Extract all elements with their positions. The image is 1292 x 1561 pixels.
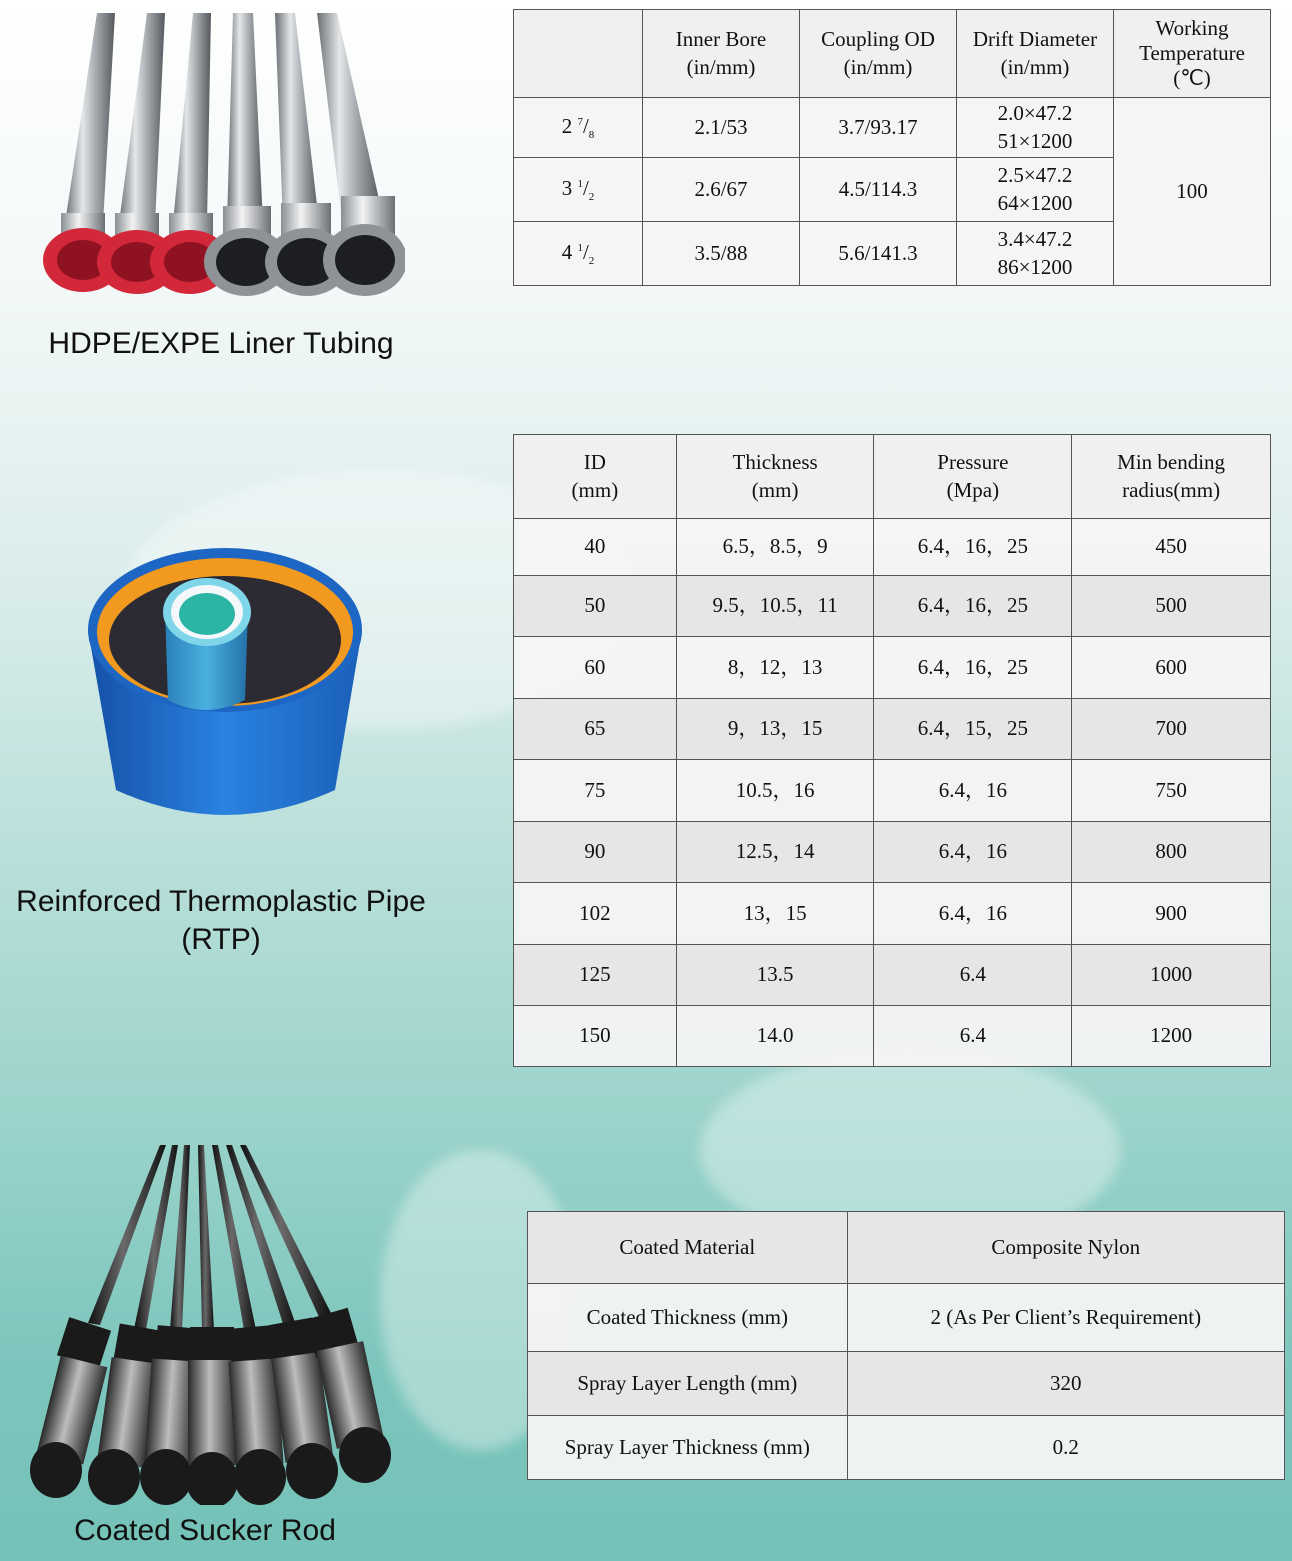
coupling-od-cell: 4.5/114.3 (800, 158, 957, 222)
radius-cell: 1200 (1072, 1006, 1271, 1067)
table-row (514, 945, 1271, 1006)
radius-cell: 1000 (1072, 945, 1271, 1006)
table-row (514, 98, 1271, 158)
thickness-cell: 8，12，13 (676, 637, 874, 699)
property-cell: Spray Layer Thickness (mm) (528, 1416, 848, 1480)
drift-cell: 2.5×47.2 64×1200 (957, 158, 1114, 222)
id-cell: 75 (514, 760, 677, 822)
liner-tubing-label: HDPE/EXPE Liner Tubing (48, 327, 394, 360)
property-cell: Coated Thickness (mm) (528, 1284, 848, 1352)
radius-cell: 900 (1072, 883, 1271, 945)
table-row (514, 519, 1271, 576)
liner-tubing-image (35, 8, 405, 298)
table-header-row (514, 435, 1271, 519)
thickness-cell: 14.0 (676, 1006, 874, 1067)
thickness-cell: 10.5，16 (676, 760, 874, 822)
radius-cell: 500 (1072, 576, 1271, 637)
sucker-rod-label: Coated Sucker Rod (74, 1514, 336, 1547)
drift-cell: 3.4×47.2 86×1200 (957, 222, 1114, 286)
table-row (514, 637, 1271, 699)
id-cell: 90 (514, 822, 677, 883)
value-cell: Composite Nylon (847, 1212, 1284, 1284)
sucker-rod-table (527, 1211, 1285, 1480)
pressure-cell: 6.4，16，25 (874, 576, 1072, 637)
pressure-cell: 6.4，16，25 (874, 637, 1072, 699)
rtp-label-line2: (RTP) (181, 922, 261, 956)
id-cell: 102 (514, 883, 677, 945)
value-cell: 0.2 (847, 1416, 1284, 1480)
id-cell: 125 (514, 945, 677, 1006)
radius-cell: 700 (1072, 699, 1271, 760)
pressure-cell: 6.4 (874, 1006, 1072, 1067)
radius-cell: 600 (1072, 637, 1271, 699)
pressure-cell: 6.4，16 (874, 760, 1072, 822)
thickness-cell: 12.5，14 (676, 822, 874, 883)
radius-cell: 750 (1072, 760, 1271, 822)
inner-bore-cell: 2.6/67 (643, 158, 800, 222)
size-cell: 3 $^1/_2$ (514, 158, 643, 222)
table-row (514, 883, 1271, 945)
rtp-pipe-image (80, 540, 370, 830)
property-cell: Coated Material (528, 1212, 848, 1284)
id-cell: 65 (514, 699, 677, 760)
size-cell: 4 $^1/_2$ (514, 222, 643, 286)
thickness-cell: 9.5，10.5，11 (676, 576, 874, 637)
header-inner-bore: Inner Bore (in/mm) (643, 10, 800, 98)
radius-cell: 450 (1072, 519, 1271, 576)
working-temp-cell: 100 (1114, 98, 1271, 286)
coupling-od-cell: 5.6/141.3 (800, 222, 957, 286)
drift-cell: 2.0×47.2 51×1200 (957, 98, 1114, 158)
id-cell: 40 (514, 519, 677, 576)
thickness-cell: 9，13，15 (676, 699, 874, 760)
table-row (528, 1352, 1285, 1416)
header-pressure: Pressure (Mpa) (874, 435, 1072, 519)
id-cell: 150 (514, 1006, 677, 1067)
thickness-cell: 13，15 (676, 883, 874, 945)
thickness-cell: 13.5 (676, 945, 874, 1006)
liner-tubing-table (513, 9, 1271, 286)
table-row (514, 576, 1271, 637)
header-working-temperature: Working Temperature (℃) (1114, 10, 1271, 98)
sucker-rod-image (20, 1145, 400, 1505)
rtp-core (179, 593, 235, 635)
header-drift-diameter: Drift Diameter (in/mm) (957, 10, 1114, 98)
inner-bore-cell: 3.5/88 (643, 222, 800, 286)
header-size (514, 10, 643, 98)
pressure-cell: 6.4，16 (874, 883, 1072, 945)
table-row (514, 699, 1271, 760)
table-row (528, 1416, 1285, 1480)
header-min-bending-radius: Min bending radius(mm) (1072, 435, 1271, 519)
table-row (514, 1006, 1271, 1067)
radius-cell: 800 (1072, 822, 1271, 883)
rtp-label (0, 883, 442, 958)
rtp-table (513, 434, 1271, 1067)
table-row (514, 760, 1271, 822)
value-cell: 320 (847, 1352, 1284, 1416)
id-cell: 60 (514, 637, 677, 699)
inner-bore-cell: 2.1/53 (643, 98, 800, 158)
table-row (528, 1284, 1285, 1352)
pressure-cell: 6.4 (874, 945, 1072, 1006)
rod-4 (186, 1145, 238, 1505)
property-cell: Spray Layer Length (mm) (528, 1352, 848, 1416)
id-cell: 50 (514, 576, 677, 637)
table-header-row (514, 10, 1271, 98)
size-cell: 2 $^7/_8$ (514, 98, 643, 158)
table-row (514, 822, 1271, 883)
header-coupling-od: Coupling OD (in/mm) (800, 10, 957, 98)
coupling-od-cell: 3.7/93.17 (800, 98, 957, 158)
header-id: ID (mm) (514, 435, 677, 519)
rtp-label-line1: Reinforced Thermoplastic Pipe (16, 885, 426, 918)
pressure-cell: 6.4，16 (874, 822, 1072, 883)
tube-6 (317, 13, 405, 296)
thickness-cell: 6.5，8.5，9 (676, 519, 874, 576)
header-thickness: Thickness (mm) (676, 435, 874, 519)
table-row (528, 1212, 1285, 1284)
pressure-cell: 6.4，16，25 (874, 519, 1072, 576)
value-cell: 2 (As Per Client’s Requirement) (847, 1284, 1284, 1352)
pressure-cell: 6.4，15，25 (874, 699, 1072, 760)
